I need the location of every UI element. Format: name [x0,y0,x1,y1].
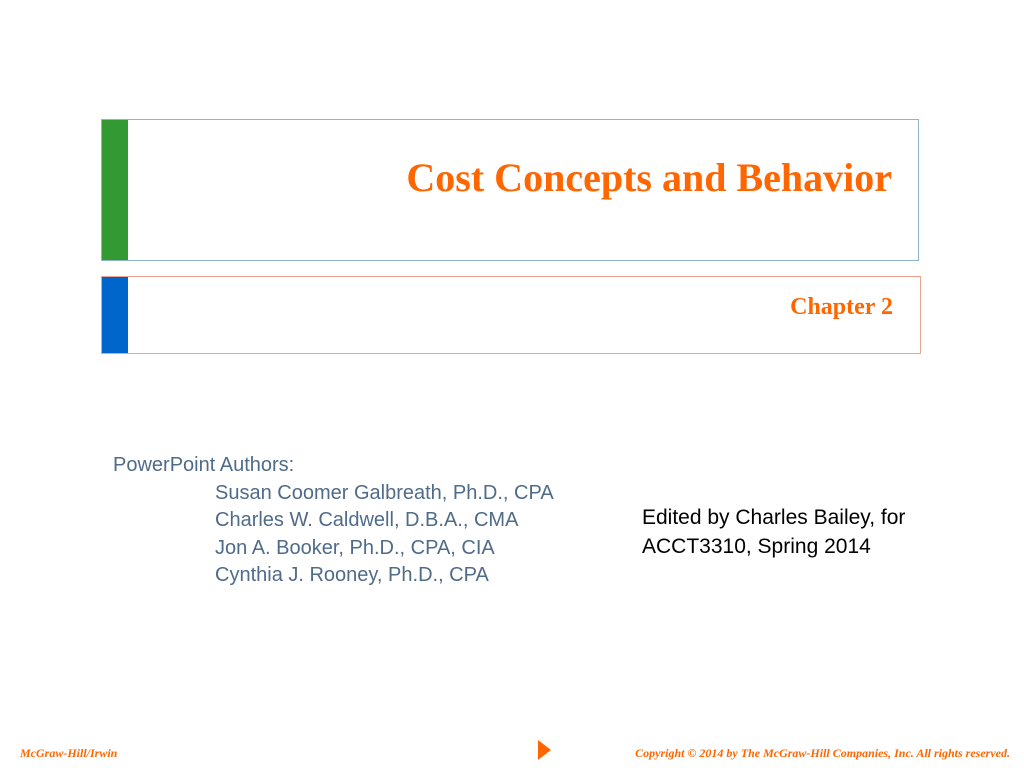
subtitle-box [101,276,921,354]
author-name: Charles W. Caldwell, D.B.A., CMA [215,509,519,531]
slide-subtitle: Chapter 2 [790,294,893,320]
footer-copyright: Copyright © 2014 by The McGraw-Hill Companies, Inc. All rights reserved. [635,746,1010,760]
authors-heading: PowerPoint Authors: [113,454,295,476]
title-box [101,119,919,261]
authors-block [113,452,554,590]
edited-by-line: Edited by Charles Bailey, for [642,506,906,529]
author-name: Susan Coomer Galbreath, Ph.D., CPA [215,481,554,504]
author-name: Cynthia J. Rooney, Ph.D., CPA [215,564,489,586]
footer-publisher: McGraw-Hill/Irwin [20,746,118,760]
slide-title: Cost Concepts and Behavior [406,155,892,200]
edited-by-note [642,503,905,561]
play-arrow-icon[interactable] [538,740,551,760]
edited-by-line: ACCT3310, Spring 2014 [642,535,871,558]
author-name: Jon A. Booker, Ph.D., CPA, CIA [215,536,495,559]
subtitle-accent-bar [102,277,128,353]
title-accent-bar [102,120,128,260]
